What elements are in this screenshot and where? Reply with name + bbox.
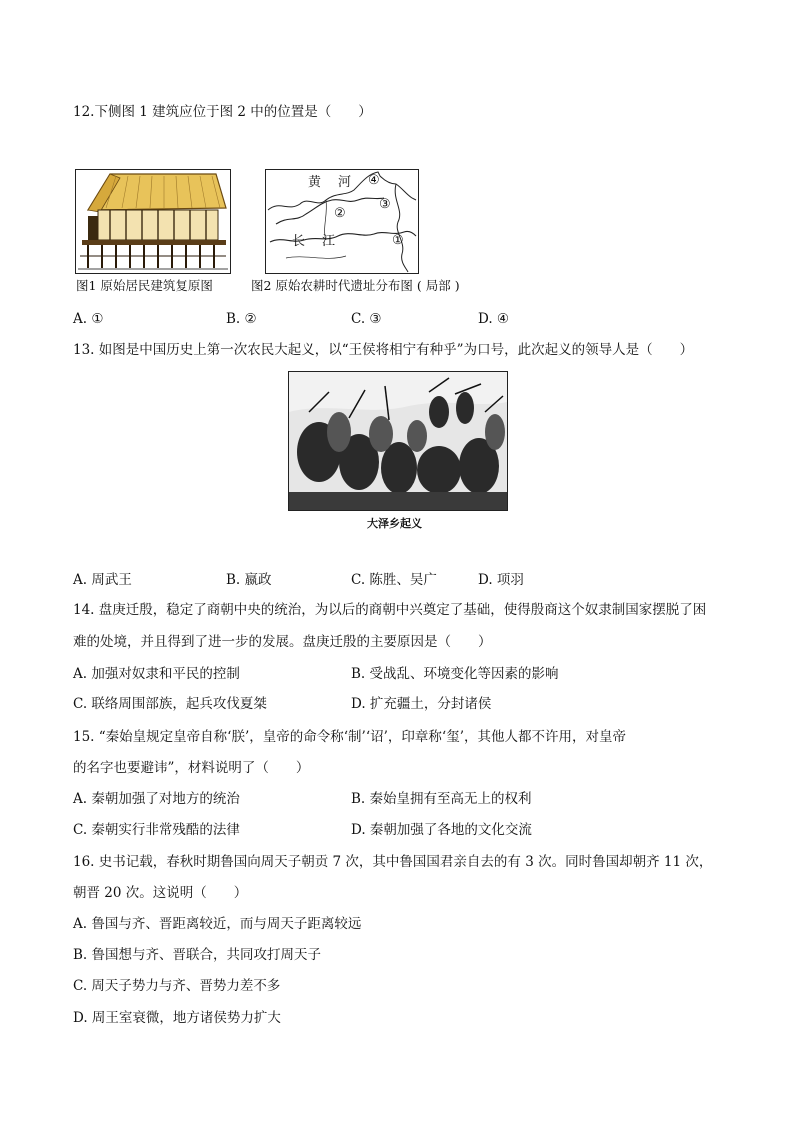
question-14-stem-line1: 14. 盘庚迁殷，稳定了商朝中央的统治，为以后的商朝中兴奠定了基础，使得殷商这个奴隶制国家摆脱了困 [73,602,707,618]
q14-option-c[interactable]: C. 联络周围部族，起兵攻伐夏桀 [73,696,267,712]
q15-option-a[interactable]: A. 秦朝加强了对地方的统治 [73,791,240,807]
question-13-stem: 13. 如图是中国历史上第一次农民大起义，以“王侯将相宁有种乎”为口号，此次起义的领导人是（ ） [73,342,694,358]
map-marker-3: ③ [379,197,391,212]
question-15-stem-line1: 15. “秦始皇规定皇帝自称‘朕’，皇帝的命令称‘制’‘诏’，印章称‘玺’，其他人都不许用，对皇帝 [73,729,626,745]
map-label-huang: 黄 [308,175,322,190]
q16-option-d[interactable]: D. 周王室衰微，地方诸侯势力扩大 [73,1010,281,1026]
q13-option-d[interactable]: D. 项羽 [478,572,524,588]
q13-option-c[interactable]: C. 陈胜、吴广 [351,572,437,588]
map-label-he: 河 [338,175,352,190]
q16-option-b[interactable]: B. 鲁国想与齐、晋联合，共同攻打周天子 [73,947,322,963]
map-marker-2: ② [334,206,346,221]
uprising-image-caption: 大泽乡起义 [367,517,422,530]
question-16-stem-line2: 朝晋 20 次。这说明（ ） [73,885,248,901]
q15-option-b[interactable]: B. 秦始皇拥有至高无上的权利 [351,791,532,807]
figure-1-caption: 图1 原始居民建筑复原图 [76,278,213,293]
question-15-stem-line2: 的名字也要避讳”，材料说明了（ ） [73,760,310,776]
q16-option-a[interactable]: A. 鲁国与齐、晋距离较近，而与周天子距离较远 [73,916,362,932]
map-marker-1: ① [392,233,404,248]
q12-option-c[interactable]: C. ③ [351,311,382,327]
stilt-house-image [75,169,231,274]
question-14-stem-line2: 难的处境，并且得到了进一步的发展。盘庚迁殷的主要原因是（ ） [73,634,492,650]
q13-option-b[interactable]: B. 嬴政 [226,572,272,588]
q15-option-c[interactable]: C. 秦朝实行非常残酷的法律 [73,822,240,838]
site-distribution-map [265,169,419,274]
q12-option-a[interactable]: A. ① [73,311,104,327]
q15-option-d[interactable]: D. 秦朝加强了各地的文化交流 [351,822,532,838]
q16-option-c[interactable]: C. 周天子势力与齐、晋势力差不多 [73,978,281,994]
q12-option-d[interactable]: D. ④ [478,311,510,327]
q14-option-d[interactable]: D. 扩充疆土，分封诸侯 [351,696,492,712]
question-16-stem-line1: 16. 史书记载，春秋时期鲁国向周天子朝贡 7 次，其中鲁国国君亲自去的有 3 次。同时鲁国却朝齐 11 次， [73,854,713,870]
q12-option-b[interactable]: B. ② [226,311,257,327]
figure-2-caption: 图2 原始农耕时代遗址分布图 ( 局部 ) [251,278,460,293]
map-label-jiang: 江 [322,234,336,249]
map-marker-4: ④ [368,173,380,188]
q13-option-a[interactable]: A. 周武王 [73,572,132,588]
dazexiang-uprising-image [288,371,508,511]
q14-option-a[interactable]: A. 加强对奴隶和平民的控制 [73,666,240,682]
q14-option-b[interactable]: B. 受战乱、环境变化等因素的影响 [351,666,559,682]
question-12-stem: 12.下侧图 1 建筑应位于图 2 中的位置是（ ） [73,104,372,120]
map-label-chang: 长 [292,234,306,249]
